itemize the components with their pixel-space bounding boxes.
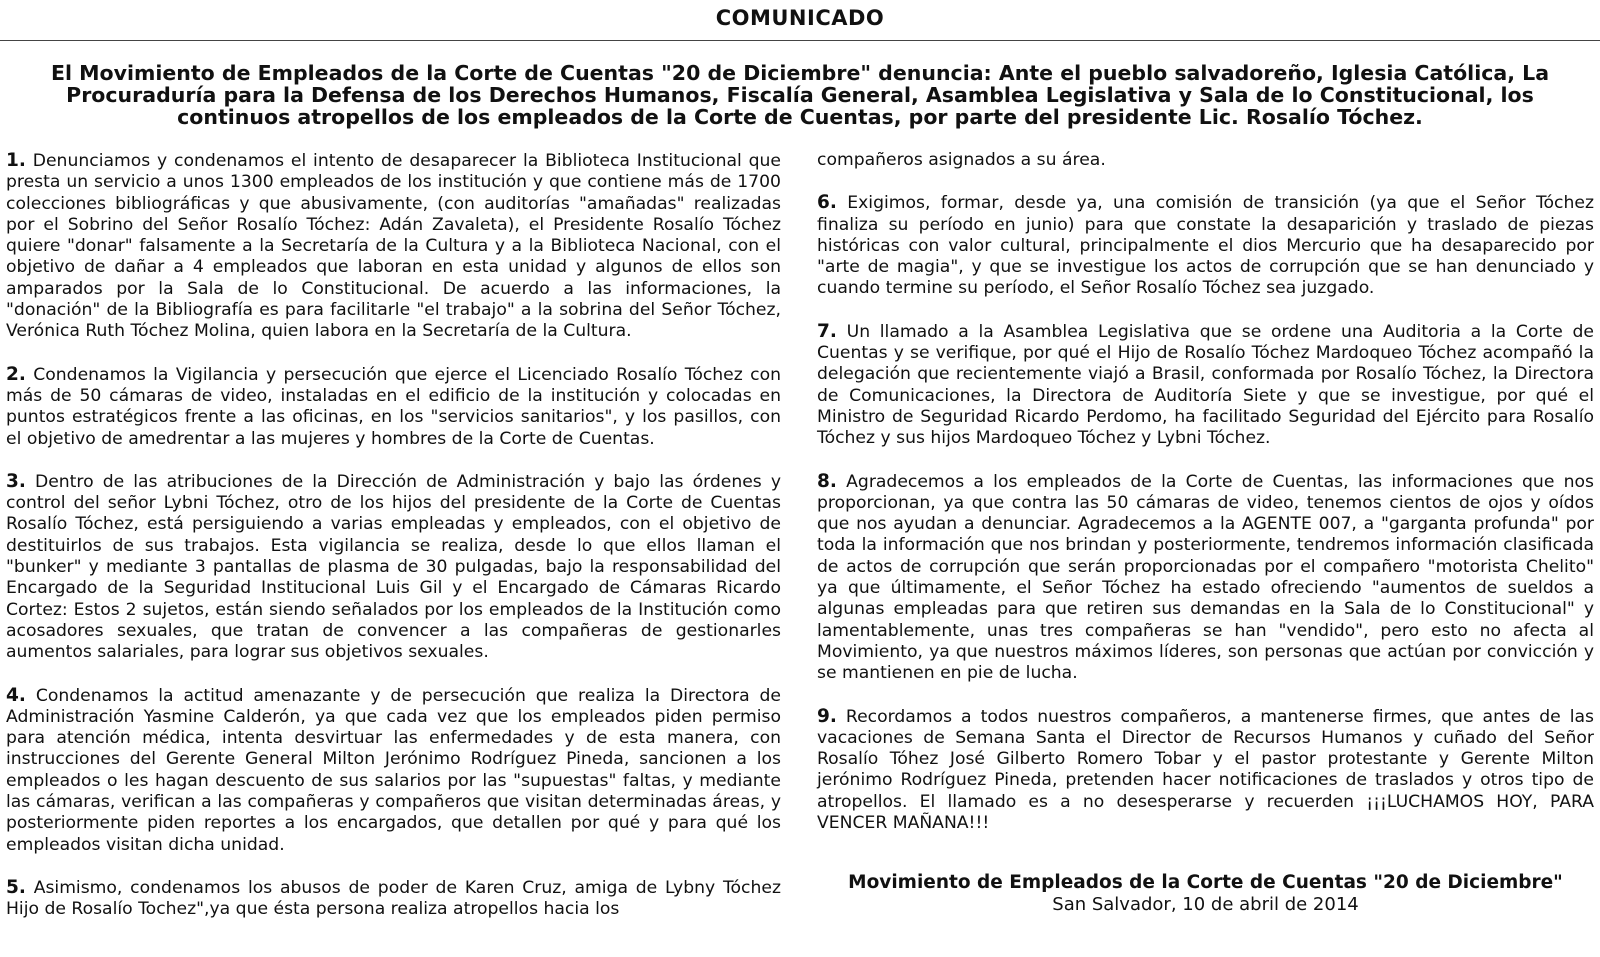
paragraph-text: Recordamos a todos nuestros compañeros, a mantenerse firmes, que antes de las vacaciones de Semana Santa el Director de Recursos Humanos y cuñado del Señor Rosalío Tóhez José Gilberto Romero Tobar y el pastor protestante y Gerente Milton jerónimo Rodríguez Pineda, pretenden hacer notificaciones de traslados y otros tipo de atropellos. El llamado es a no desesperarse y recuerden ¡¡¡LUCHAMOS HOY, PARA VENCER MAÑANA!!! — [817, 706, 1594, 834]
paragraph-text: Condenamos la Vigilancia y persecución que ejerce el Licenciado Rosalío Tóchez con más de 50 cámaras de video, instaladas en el edificio de la institución y colocadas en puntos estratégicos frente a las oficinas, en los "servicios sanitarios", y los pasillos, con el objetivo de amedrentar a las mujeres y hombres de la Corte de Cuentas. — [6, 364, 781, 449]
paragraph-text: Condenamos la actitud amenazante y de persecución que realiza la Directora de Administración Yasmine Calderón, ya que cada vez que los empleados piden permiso para atención médica, intenta desvirtuar las enfermedades y de esta manera, con instrucciones del Gerente General Milton Jerónimo Rodríguez Pineda, sancionen a los empleados o les hagan descuento de sus salarios por las "supuestas" faltas, y mediante las cámaras, verifican a las compañeras y compañeros que visitan determinadas áreas, y posteriormente piden reportes a los encargados, que detallen por qué y para qué los empleados visitan dicha unidad. — [6, 685, 781, 855]
paragraph-text: Denunciamos y condenamos el intento de desaparecer la Biblioteca Institucional que presta un servicio a unos 1300 empleados de los institución y que contiene más de 1700 colecciones bibliográficas y que abusivamente, (con auditorías "amañadas" realizadas por el Sobrino del Señor Rosalío Tóchez: Adán Zavaleta), el Presidente Rosalío Tóchez quiere "donar" falsamente a la Secretaría de la Cultura y a la Biblioteca Nacional, con el objetivo de dañar a 4 empleados que laboran en esta unidad y algunos de ellos son amparados por la Sala de lo Constitucional. De acuerdo a las informaciones, la "donación" de la Bibliografía es para facilitarle "el trabajo" a la sobrina del Señor Tóchez, Verónica Ruth Tóchez Molina, quien labora en la Secretaría de la Cultura. — [6, 151, 781, 342]
paragraph-8 — [817, 471, 1594, 685]
left-column — [6, 150, 781, 942]
paragraph-5-continuation: compañeros asignados a su área. — [817, 150, 1106, 170]
paragraph-number: 9. — [817, 705, 837, 727]
title-divider — [0, 40, 1600, 41]
paragraph-5 — [6, 877, 781, 921]
signature-block — [817, 872, 1594, 916]
right-column — [817, 150, 1594, 916]
paragraph-text: Agradecemos a los empleados de la Corte de Cuentas, las informaciones que nos proporcionan, ya que contra las 50 cámaras de video, tenemos cientos de ojos y oídos que nos ayudan a denunciar. Agradecemos a la AGENTE 007, a "garganta profunda" por toda la información que nos brindan y posteriormente, tendremos información clasificada de actos de corrupción que serán proporcionadas por el compañero "motorista Chelito" ya que últimamente, el Señor Tóchez ha estado ofreciendo "aumentos de sueldos a algunas empleadas para que retiren sus demandas en la Sala de lo Constitucional" y lamentablemente, unas tres compañeras se han "vendido", pero esto no afecta al Movimiento, ya que nuestros máximos líderes, son personas que actúan por convicción y se mantienen en pie de lucha. — [817, 471, 1594, 684]
paragraph-6 — [817, 192, 1594, 299]
paragraph-number: 5. — [6, 876, 26, 898]
paragraph-number: 4. — [6, 684, 26, 706]
paragraph-number: 7. — [817, 320, 837, 342]
paragraph-3 — [6, 471, 781, 664]
paragraph-number: 2. — [6, 363, 26, 385]
paragraph-number: 6. — [817, 192, 837, 214]
paragraph-4 — [6, 685, 781, 856]
paragraph-1 — [6, 150, 781, 343]
paragraph-text: Exigimos, formar, desde ya, una comisión de transición (ya que el Señor Tóchez finaliza su período en junio) para que constate la desaparición y traslado de piezas históricas con valor cultural, principalmente el dios Mercurio que ha desaparecido por "arte de magia", y que se investigue los actos de corrupción que se han denunciado y cuando termine su período, el Señor Rosalío Tóchez sea juzgado. — [817, 193, 1594, 299]
headline: El Movimiento de Empleados de la Corte de Cuentas "20 de Diciembre" denuncia: Ante el pueblo salvadoreño, Iglesia Católica, La Procuraduría para la Defensa de los Derechos Humanos, Fiscalía General, Asamblea Legislativa y Sala de lo Constitucional, los continuos atropellos de los empleados de la Corte de Cuentas, por parte del presidente Lic. Rosalío Tóchez. — [50, 61, 1550, 129]
paragraph-2 — [6, 364, 781, 450]
paragraph-text: Dentro de las atribuciones de la Dirección de Administración y bajo las órdenes y control del señor Lybni Tóchez, otro de los hijos del presidente de la Corte de Cuentas Rosalío Tóchez, está persiguiendo a varias empleadas y empleados, con el objetivo de destituirlos de sus trabajos. Esta vigilancia se realiza, desde lo que ellos llaman el "bunker" y mediante 3 pantallas de plasma de 30 pulgadas, bajo la responsabilidad del Encargado de la Seguridad Institucional Luis Gil y el Encargado de Cámaras Ricardo Cortez: Estos 2 sujetos, están siendo señalados por los empleados de la Institución como acosadores sexuales, que tratan de convencer a las compañeras de gestionarles aumentos salariales, para lograr sus objetivos sexuales. — [6, 471, 781, 663]
paragraph-9 — [817, 706, 1594, 835]
signature-place-date: San Salvador, 10 de abril de 2014 — [1052, 894, 1359, 916]
paragraph-text: Un llamado a la Asamblea Legislativa que se ordene una Auditoria a la Corte de Cuentas y se verifique, por qué el Hijo de Rosalío Tóchez Mardoqueo Tóchez acompañó la delegación que recientemente viajó a Brasil, conformada por Rosalío Tóchez, la Directora de Comunicaciones, la Directora de Auditoría Siete y que se investigue, por qué el Ministro de Seguridad Ricardo Perdomo, ha facilitado Seguridad del Ejército para Rosalío Tóchez y sus hijos Mardoqueo Tóchez y Lybni Tóchez. — [817, 321, 1594, 449]
signature-organization: Movimiento de Empleados de la Corte de Cuentas "20 de Diciembre" — [848, 872, 1563, 894]
paragraph-number: 8. — [817, 470, 837, 492]
paragraph-number: 3. — [6, 470, 26, 492]
paragraph-7 — [817, 321, 1594, 450]
page-title: COMUNICADO — [715, 6, 885, 30]
paragraph-number: 1. — [6, 150, 26, 171]
paragraph-text: Asimismo, condenamos los abusos de poder de Karen Cruz, amiga de Lybny Tóchez Hijo de Rosalío Tochez",ya que ésta persona realiza atropellos hacia los — [6, 877, 781, 920]
